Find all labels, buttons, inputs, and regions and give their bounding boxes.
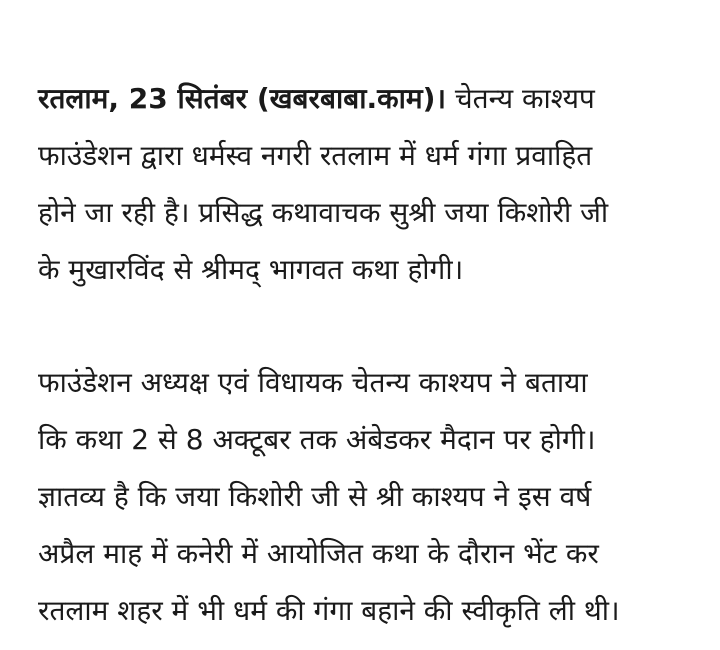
- paragraph-2-line-2: कि कथा 2 से 8 अक्टूबर तक अंबेडकर मैदान पर होगी।: [38, 423, 596, 456]
- paragraph-1-line-1-text: चेतन्य काश्यप: [446, 82, 595, 115]
- paragraph-1-line-4: के मुखारविंद से श्रीमद् भागवत कथा होगी।: [38, 253, 464, 286]
- paragraph-1-line-2: फाउंडेशन द्वारा धर्मस्व नगरी रतलाम में धर्म गंगा प्रवाहित: [38, 139, 593, 172]
- paragraph-1-line-3: होने जा रही है। प्रसिद्ध कथावाचक सुश्री जया किशोरी जी: [38, 196, 609, 229]
- paragraph-2-line-1: फाउंडेशन अध्यक्ष एवं विधायक चेतन्य काश्यप ने बताया: [38, 366, 588, 399]
- article-dateline: रतलाम, 23 सितंबर (खबरबाबा.काम)।: [38, 82, 446, 115]
- paragraph-2-line-3: ज्ञातव्य है कि जया किशोरी जी से श्री काश्यप ने इस वर्ष: [38, 480, 592, 513]
- article-paragraph-1: [38, 70, 698, 298]
- news-article: [38, 70, 698, 639]
- paragraph-1-line-1: [38, 70, 698, 127]
- paragraph-2-line-4: अप्रैल माह में कनेरी में आयोजित कथा के दौरान भेंट कर: [38, 537, 599, 570]
- article-paragraph-2: [38, 354, 698, 639]
- paragraph-2-line-5: रतलाम शहर में भी धर्म की गंगा बहाने की स्वीकृति ली थी।: [38, 594, 620, 627]
